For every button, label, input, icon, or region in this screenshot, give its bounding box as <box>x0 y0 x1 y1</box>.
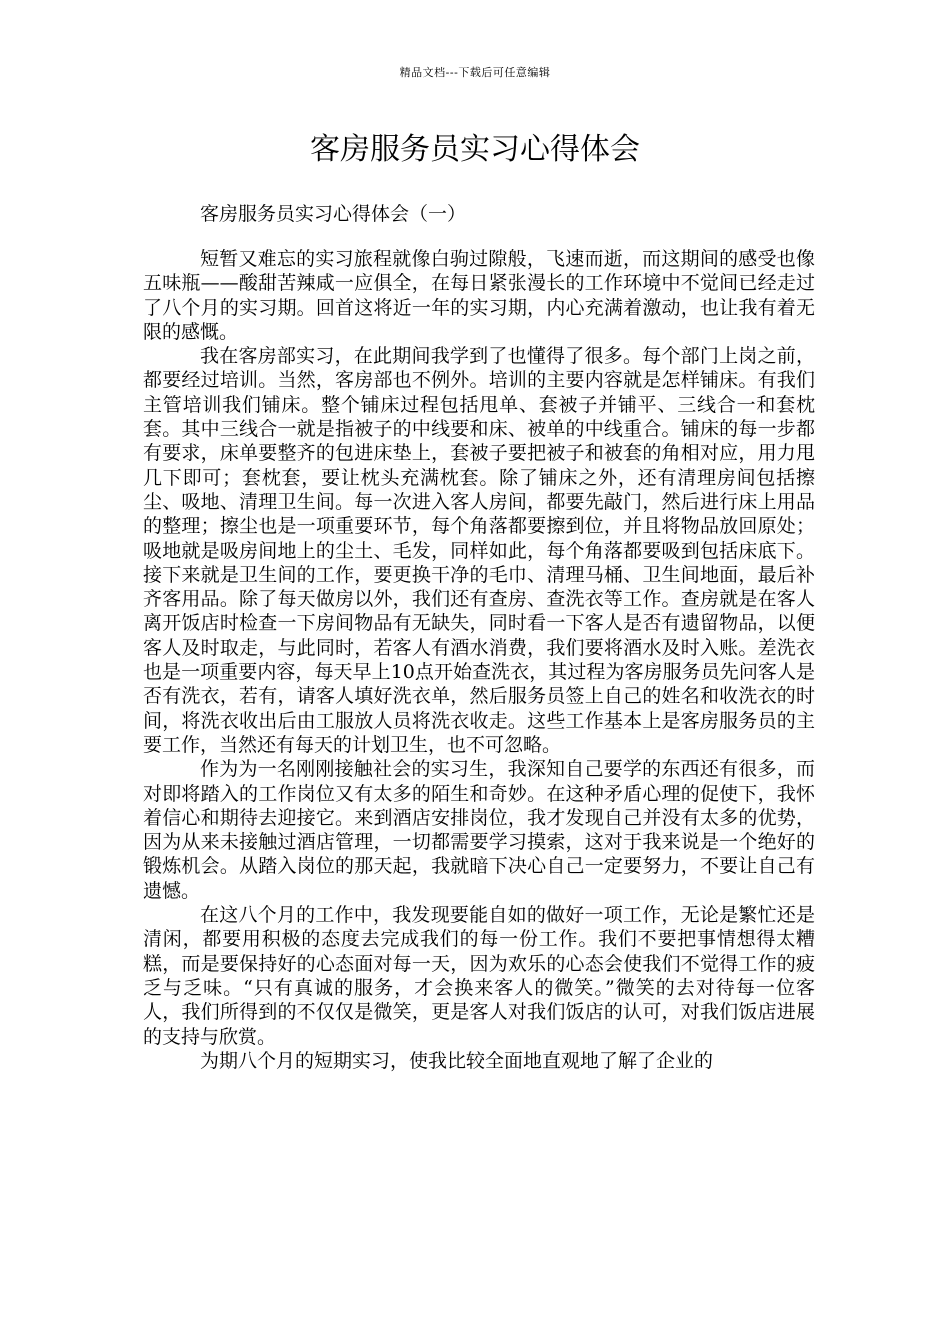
paragraph-5: 为期八个月的短期实习，使我比较全面地直观地了解了企业的 <box>200 1049 714 1072</box>
paragraph-1: 短暂又难忘的实习旅程就像白驹过隙般，飞速而逝，而这期间的感受也像五味瓶——酸甜苦辣咸一应俱全，在每日紧张漫长的工作环境中不觉间已经走过了八个月的实习期。回首这将近一年的实习期，内心充满着激动，也让我有着无限的感慨。 <box>143 248 815 343</box>
paragraph-3: 作为为一名刚刚接触社会的实习生，我深知自己要学的东西还有很多，而对即将踏入的工作岗位又有太多的陌生和奇妙。在这种矛盾心理的促使下，我怀着信心和期待去迎接它。来到酒店安排岗位，我才发现自己并没有太多的优势，因为从来未接触过酒店管理，一切都需要学习摸索，这对于我来说是一个绝好的锻炼机会。从踏入岗位的那天起，我就暗下决心自己一定要努力，不要让自己有遗憾。 <box>143 758 815 902</box>
document-body <box>143 247 815 1073</box>
section-heading: 客房服务员实习心得体会（一） <box>200 203 467 225</box>
paragraph-4: 在这八个月的工作中，我发现要能自如的做好一项工作，无论是繁忙还是清闲，都要用积极的态度去完成我们的每一份工作。我们不要把事情想得太糟糕，而是要保持好的心态面对每一天，因为欢乐的心态会使我们不觉得工作的疲乏与乏味。“只有真诚的服务，才会换来客人的微笑。”微笑的去对待每一位客人，我们所得到的不仅仅是微笑，更是客人对我们饭店的认可，对我们饭店进展的支持与欣赏。 <box>143 904 815 1048</box>
paragraph-2: 我在客房部实习，在此期间我学到了也懂得了很多。每个部门上岗之前，都要经过培训。当然，客房部也不例外。培训的主要内容就是怎样铺床。有我们主管培训我们铺床。整个铺床过程包括甩单、套被子并铺平、三线合一和套枕套。其中三线合一就是指被子的中线要和床、被单的中线重合。铺床的每一步都有要求，床单要整齐的包进床垫上，套被子要把被子和被套的角相对应，用力甩几下即可；套枕套，要让枕头充满枕套。除了铺床之外，还有清理房间包括擦尘、吸地、清理卫生间。每一次进入客人房间，都要先敲门，然后进行床上用品的整理；擦尘也是一项重要环节，每个角落都要擦到位，并且将物品放回原处；吸地就是吸房间地上的尘土、毛发，同样如此，每个角落都要吸到包括床底下。接下来就是卫生间的工作，要更换干净的毛巾、清理马桶、卫生间地面，最后补齐客用品。除了每天做房以外，我们还有查房、查洗衣等工作。查房就是在客人离开饭店时检查一下房间物品有无缺失，同时看一下客人是否有遗留物品，以便客人及时取走，与此同时，若客人有酒水消费，我们要将酒水及时入账。差洗衣也是一项重要内容，每天早上10点开始查洗衣，其过程为客房服务员先问客人是否有洗衣，若有，请客人填好洗衣单，然后服务员签上自己的姓名和收洗衣的时间，将洗衣收出后由工服放人员将洗衣收走。这些工作基本上是客房服务员的主要工作，当然还有每天的计划卫生，也不可忽略。 <box>143 345 815 756</box>
document-title: 客房服务员实习心得体会 <box>310 132 640 167</box>
page-header-note: 精品文档---下载后可任意编辑 <box>399 66 551 79</box>
